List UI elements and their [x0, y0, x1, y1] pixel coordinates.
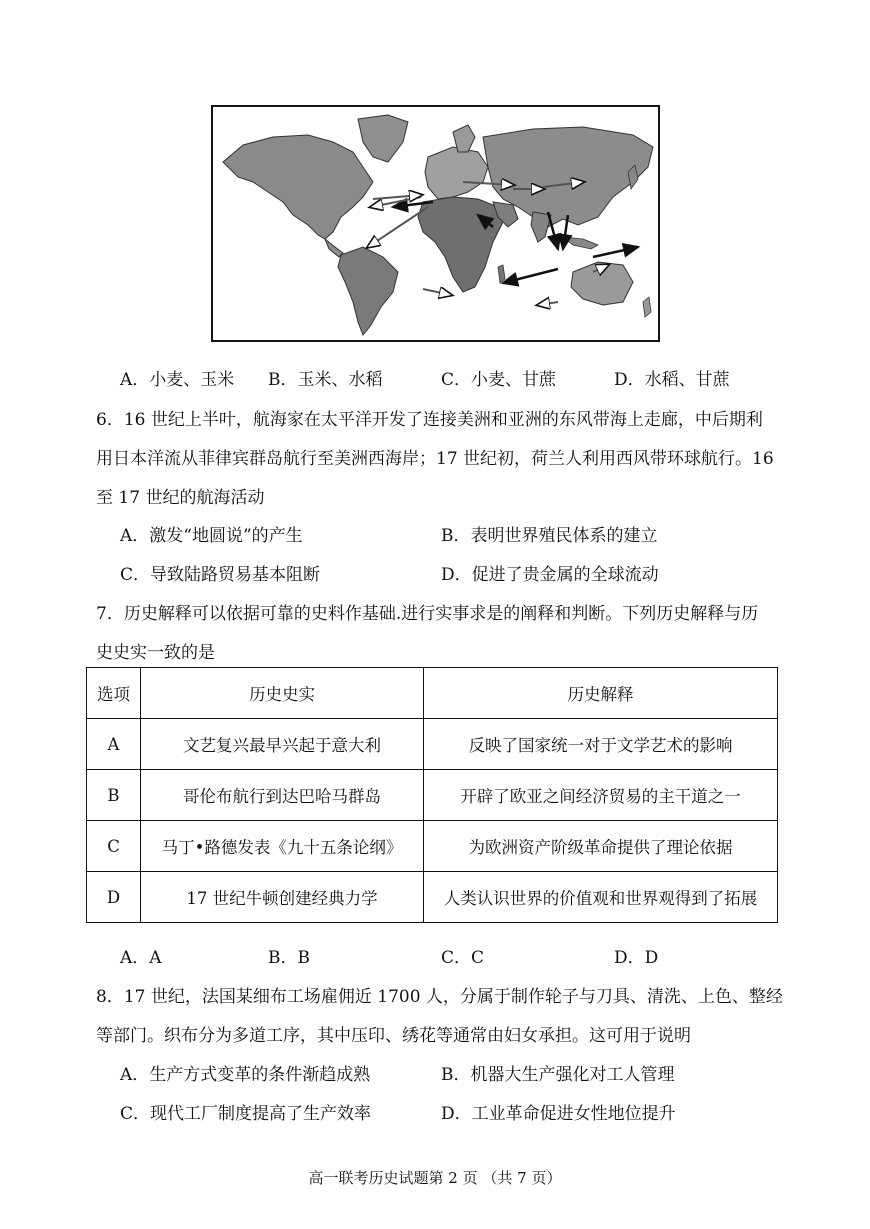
- q8-stem-line-2: 等部门。织布分为多道工序，其中压印、绣花等通常由妇女承担。这可用于说明: [96, 1026, 691, 1046]
- q8-option-a[interactable]: A．生产方式变革的条件渐趋成熟: [120, 1065, 371, 1085]
- row-explanation: 为欧洲资产阶级革命提供了理论依据: [424, 821, 778, 872]
- row-option: B: [87, 770, 141, 821]
- row-explanation: 反映了国家统一对于文学艺术的影响: [424, 719, 778, 770]
- world-map-icon: [213, 107, 658, 340]
- row-explanation: 人类认识世界的价值观和世界观得到了拓展: [424, 872, 778, 923]
- north-america-shape: [223, 135, 373, 239]
- table-row: [87, 872, 778, 923]
- q8-stem-line-1: 8．17 世纪，法国某细布工场雇佣近 1700 人，分属于制作轮子与刀具、清洗、上色、整经: [96, 987, 783, 1007]
- q6-option-a[interactable]: A．激发“地圆说”的产生: [120, 526, 303, 546]
- q7-stem-line-2: 史史实一致的是: [96, 643, 215, 663]
- q7-option-a[interactable]: A．A: [120, 948, 162, 968]
- page-footer: 高一联考历史试题第 2 页 （共 7 页）: [308, 1169, 562, 1187]
- q7-option-b[interactable]: B．B: [268, 948, 310, 968]
- q7-stem-line-1: 7．历史解释可以依据可靠的史料作基础.进行实事求是的阐释和判断。下列历史解释与历: [96, 604, 759, 624]
- row-fact: 文艺复兴最早兴起于意大利: [141, 719, 424, 770]
- greenland-shape: [358, 115, 408, 162]
- world-map-figure: [211, 105, 660, 342]
- q6-stem-line-2: 用日本洋流从菲律宾群岛航行至美洲西海岸；17 世纪初，荷兰人利用西风带环球航行。16: [96, 449, 774, 469]
- q8-option-d[interactable]: D．工业革命促进女性地位提升: [441, 1104, 676, 1124]
- header-option: 选项: [87, 668, 141, 719]
- q7-option-d[interactable]: D．D: [614, 948, 659, 968]
- row-explanation: 开辟了欧亚之间经济贸易的主干道之一: [424, 770, 778, 821]
- q7-table: [86, 667, 778, 923]
- row-option: A: [87, 719, 141, 770]
- table-row: [87, 821, 778, 872]
- row-option: C: [87, 821, 141, 872]
- europe-shape: [425, 147, 488, 199]
- q6-option-b[interactable]: B．表明世界殖民体系的建立: [441, 526, 658, 546]
- q5-option-d[interactable]: D．水稻、甘蔗: [614, 370, 730, 390]
- row-option: D: [87, 872, 141, 923]
- q8-option-c[interactable]: C．现代工厂制度提高了生产效率: [120, 1104, 372, 1124]
- row-fact: 17 世纪牛顿创建经典力学: [141, 872, 424, 923]
- row-fact: 哥伦布航行到达巴哈马群岛: [141, 770, 424, 821]
- africa-shape: [418, 197, 503, 292]
- q6-stem-line-3: 至 17 世纪的航海活动: [96, 488, 265, 508]
- table-row: [87, 719, 778, 770]
- header-fact: 历史史实: [141, 668, 424, 719]
- table-header-row: [87, 668, 778, 719]
- table-row: [87, 770, 778, 821]
- q7-option-c[interactable]: C．C: [441, 948, 485, 968]
- q6-stem-line-1: 6．16 世纪上半叶，航海家在太平洋开发了连接美洲和亚洲的东风带海上走廊，中后期利: [96, 410, 763, 430]
- q8-option-b[interactable]: B．机器大生产强化对工人管理: [441, 1065, 675, 1085]
- q6-option-c[interactable]: C．导致陆路贸易基本阻断: [120, 565, 321, 585]
- q6-option-d[interactable]: D．促进了贵金属的全球流动: [441, 565, 659, 585]
- row-fact: 马丁•路德发表《九十五条论纲》: [141, 821, 424, 872]
- q5-option-c[interactable]: C．小麦、甘蔗: [441, 370, 557, 390]
- q5-option-a[interactable]: A．小麦、玉米: [120, 370, 235, 390]
- header-explanation: 历史解释: [424, 668, 778, 719]
- south-america-shape: [338, 247, 398, 335]
- q5-option-b[interactable]: B．玉米、水稻: [268, 370, 383, 390]
